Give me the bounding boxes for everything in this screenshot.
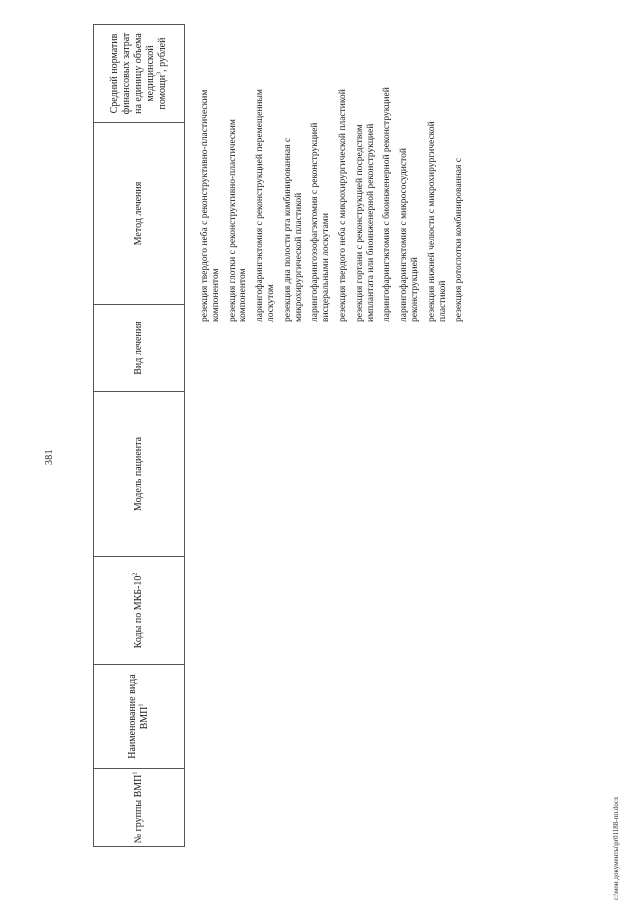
method-item: резекция гортани с реконструкцией посредством имплантата или биоинженерной реконструкцией — [354, 123, 376, 322]
method-item: ларингофарингэктомия с микрососудистой реконструкцией — [399, 148, 420, 322]
method-item: ларингофарингоэзофагэктомия с реконструкцией висцеральными лоскутами — [310, 122, 332, 322]
header-treatment-method: Метод лечения — [94, 123, 185, 305]
table-header-row — [94, 25, 185, 847]
method-item: резекция твердого неба с микрохирургической пластикой — [337, 89, 348, 322]
method-item: резекция дна полости рта комбинированная с микрохирургической пластикой — [282, 137, 304, 322]
header-cost-norm: Средний норматив финансовых затрат на единицу объема медицинской помощи$^3$, рублей — [94, 25, 185, 123]
method-item: резекция нижней челюсти с микрохирургической пластикой — [426, 121, 448, 322]
method-item: резекция твердого неба с реконструктивно-пластическим компонентом — [200, 89, 221, 322]
header-patient-model: Модель пациента — [94, 392, 185, 557]
method-item: резекция ротоглотки комбинированная с — [454, 158, 465, 322]
header-treatment-type: Вид лечения — [94, 305, 185, 392]
method-item: ларингофарингэктомия с биоинженерной реконструкцией — [382, 87, 393, 322]
vmp-table — [93, 24, 185, 847]
footer-file-path: c:\мои документы\pr01188-пп.docx — [612, 796, 620, 900]
header-group-number: № группы ВМП$^1$ — [94, 769, 185, 847]
header-icd-codes: Коды по МКБ-$10^2$ — [94, 557, 185, 665]
treatment-methods-list — [200, 84, 471, 322]
method-item: резекция глотки с реконструктивно-пластическим компонентом — [227, 119, 249, 322]
method-item: ларингофарингэктомия с реконструкцией перемещенным лоскутом — [255, 89, 276, 322]
header-vmp-name: Наименование вида ВМП$^1$ — [94, 665, 185, 769]
page-number: 381 — [44, 449, 55, 465]
